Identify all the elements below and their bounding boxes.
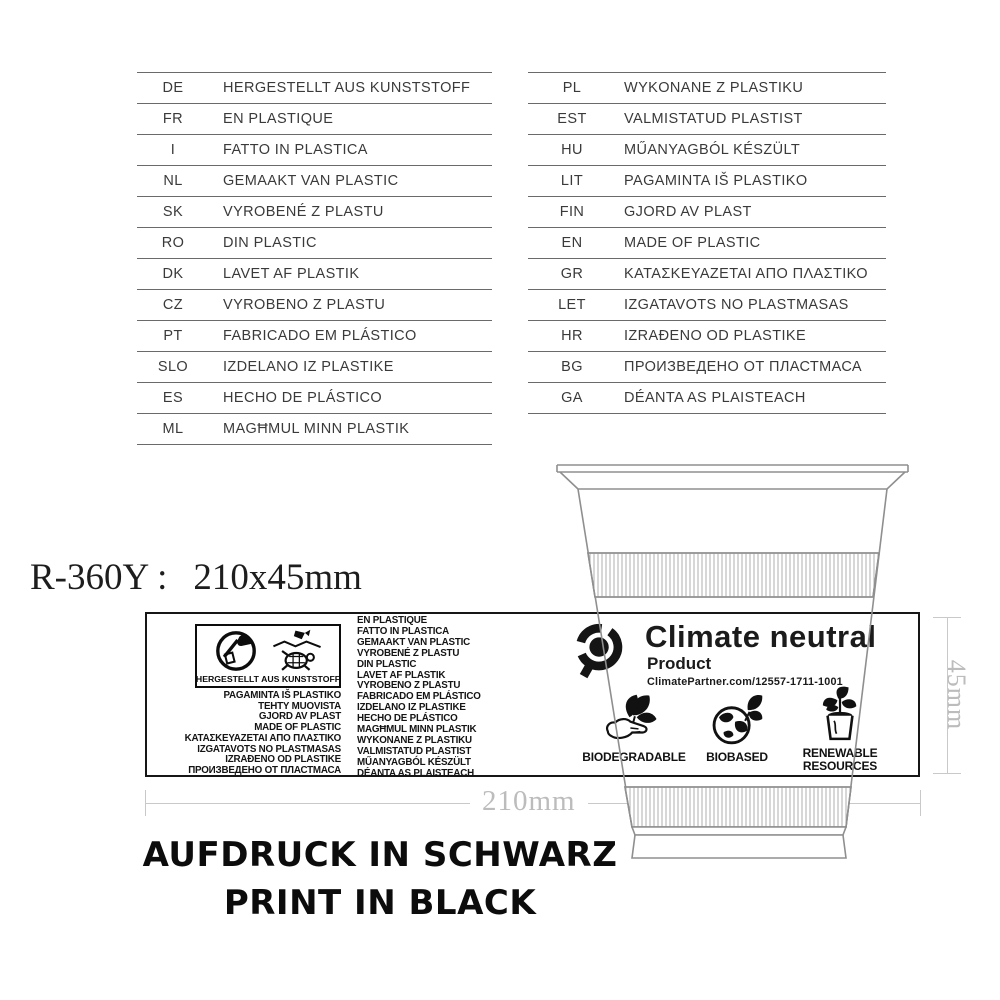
translation-text: IZRAĐENO OD PLASTIKE	[624, 328, 807, 344]
table-row	[137, 321, 492, 352]
renewable-resources-icon	[816, 686, 864, 742]
language-code: ES	[162, 390, 184, 406]
label-line: WYKONANE Z PLASTIKU	[357, 734, 472, 746]
language-code: GA	[561, 390, 583, 406]
label-line: VYROBENÉ Z PLASTU	[357, 647, 460, 659]
language-code: PT	[163, 328, 183, 344]
language-code: ML	[162, 421, 184, 437]
dimension-tick	[145, 790, 146, 816]
product-size: 210x45mm	[193, 557, 362, 598]
dimension-tick	[920, 790, 921, 816]
no-littering-icon	[213, 629, 259, 673]
turtle-plastic-icon	[271, 629, 323, 673]
language-code: SLO	[157, 359, 189, 375]
translation-text: WYKONANE Z PLASTIKU	[624, 80, 804, 96]
translation-text: PAGAMINTA IŠ PLASTIKO	[624, 173, 808, 189]
width-dimension-label: 210mm	[470, 785, 588, 818]
translation-text: EN PLASTIQUE	[223, 111, 334, 127]
badge-label: RENEWABLE	[802, 746, 878, 760]
table-row	[528, 321, 886, 352]
table-row	[137, 352, 492, 383]
label-line: IZGATAVOTS NO PLASTMASAS	[197, 743, 341, 755]
language-code: GR	[560, 266, 584, 282]
translation-text: ПРОИЗВЕДЕНО ОТ ПЛАСТМАСА	[624, 359, 863, 375]
translation-text: FATTO IN PLASTICA	[223, 142, 368, 158]
label-line: TEHTY MUOVISTA	[258, 700, 341, 712]
label-line: MAGĦMUL MINN PLASTIK	[357, 724, 477, 736]
table-row	[528, 290, 886, 321]
dimension-tick	[933, 773, 961, 774]
table-row	[137, 290, 492, 321]
print-label-strip	[145, 612, 920, 777]
table-row	[137, 166, 492, 197]
label-language-column-left	[155, 691, 341, 777]
language-code: HU	[561, 142, 583, 158]
language-code: CZ	[162, 297, 184, 313]
label-line: HECHO DE PLÁSTICO	[357, 713, 458, 725]
translation-text: MADE OF PLASTIC	[624, 235, 761, 251]
label-line: IZRAĐENO OD PLASTIKE	[225, 754, 341, 766]
language-code: EN	[561, 235, 583, 251]
note-line-english: PRINT IN BLACK	[223, 883, 537, 923]
renewable-resources-badge	[778, 686, 902, 772]
label-line: ΚΑΤΑΣΚΕΥΑΖΕΤΑΙ ΑΠΟ ΠΛΑΣΤΙΚΟ	[184, 732, 341, 744]
table-row	[528, 383, 886, 414]
product-heading	[30, 556, 362, 599]
language-code: NL	[163, 173, 183, 189]
language-code: DK	[162, 266, 184, 282]
product-model: R-360Y :	[30, 557, 168, 598]
biodegradable-icon	[602, 692, 666, 746]
label-line: VYROBENO Z PLASTU	[357, 680, 461, 692]
climate-partner-reference: ClimatePartner.com/12557-1711-1001	[647, 676, 843, 688]
table-row	[137, 135, 492, 166]
table-row	[528, 352, 886, 383]
language-code: DE	[162, 80, 184, 96]
language-code: HR	[561, 328, 583, 344]
plastic-in-product-box	[195, 624, 341, 688]
front-box-caption: HERGESTELLT AUS KUNSTSTOFF	[195, 674, 341, 684]
label-line: DIN PLASTIC	[357, 658, 417, 670]
climatepartner-logo-icon	[570, 621, 632, 679]
language-code: EST	[557, 111, 587, 127]
translation-text: HERGESTELLT AUS KUNSTSTOFF	[223, 80, 471, 96]
print-color-note	[140, 831, 620, 927]
translation-text: LAVET AF PLASTIK	[223, 266, 360, 282]
biobased-icon	[708, 692, 766, 746]
translation-text: GEMAAKT VAN PLASTIC	[223, 173, 399, 189]
language-code: PL	[562, 80, 582, 96]
table-row	[137, 73, 492, 104]
label-line: IZDELANO IZ PLASTIKE	[357, 702, 466, 714]
translation-text: DIN PLASTIC	[223, 235, 317, 251]
label-line: MŰANYAGBÓL KÉSZÜLT	[357, 756, 471, 768]
table-row	[137, 228, 492, 259]
label-language-column-middle	[357, 616, 481, 780]
translation-text: MAGĦMUL MINN PLASTIK	[223, 421, 410, 437]
table-row	[137, 414, 492, 445]
table-row	[137, 104, 492, 135]
translation-text: FABRICADO EM PLÁSTICO	[223, 328, 417, 344]
label-line: FABRICADO EM PLÁSTICO	[357, 691, 481, 703]
translation-text: VALMISTATUD PLASTIST	[624, 111, 803, 127]
table-row	[528, 104, 886, 135]
climate-neutral-subtitle: Product	[647, 654, 712, 673]
badge-label: BIOBASED	[706, 750, 768, 764]
table-row	[528, 73, 886, 104]
language-code: SK	[162, 204, 184, 220]
language-code: RO	[161, 235, 185, 251]
label-line: EN PLASTIQUE	[357, 615, 427, 626]
table-row	[528, 166, 886, 197]
label-line: DÉANTA AS PLAISTEACH	[357, 767, 475, 779]
height-dimension-label: 45mm	[942, 659, 972, 731]
label-line: PAGAMINTA IŠ PLASTIKO	[223, 690, 341, 701]
translation-text: DÉANTA AS PLAISTEACH	[624, 390, 806, 406]
translation-text: GJORD AV PLAST	[624, 204, 752, 220]
table-row	[528, 197, 886, 228]
language-code: FR	[162, 111, 184, 127]
table-row	[137, 259, 492, 290]
language-code: LIT	[560, 173, 584, 189]
language-code: LET	[558, 297, 586, 313]
translation-text: IZGATAVOTS NO PLASTMASAS	[624, 297, 849, 313]
translation-table-left	[137, 72, 492, 445]
label-line: ПРОИЗВЕДЕНО ОТ ПЛАСТМАСА	[188, 764, 341, 776]
table-row	[528, 259, 886, 290]
label-line: GEMAAKT VAN PLASTIC	[357, 636, 471, 648]
climate-neutral-title: Climate neutral	[645, 619, 877, 654]
label-line: MADE OF PLASTIC	[254, 722, 341, 734]
language-code: BG	[561, 359, 583, 375]
translation-table-right	[528, 72, 886, 414]
badge-label: RESOURCES	[802, 758, 878, 773]
table-row	[137, 383, 492, 414]
language-code: I	[170, 142, 176, 158]
label-line: VALMISTATUD PLASTIST	[357, 745, 472, 757]
language-code: FIN	[559, 204, 585, 220]
note-line-german: AUFDRUCK IN SCHWARZ	[142, 835, 618, 875]
translation-text: HECHO DE PLÁSTICO	[223, 390, 383, 406]
translation-text: ΚΑΤΑΣΚΕΥΑΖΕΤΑΙ ΑΠΟ ΠΛΑΣΤΙΚΟ	[624, 266, 868, 282]
table-row	[528, 228, 886, 259]
translation-text: VYROBENÉ Z PLASTU	[223, 204, 384, 220]
translation-text: MŰANYAGBÓL KÉSZÜLT	[624, 142, 801, 158]
translation-text: IZDELANO IZ PLASTIKE	[223, 359, 394, 375]
badge-label: BIODEGRADABLE	[582, 750, 686, 764]
dimension-tick	[933, 617, 961, 618]
label-line: GJORD AV PLAST	[258, 711, 341, 723]
table-row	[137, 197, 492, 228]
translation-text: VYROBENO Z PLASTU	[223, 297, 386, 313]
table-row	[528, 135, 886, 166]
label-line: FATTO IN PLASTICA	[357, 625, 450, 637]
label-line: LAVET AF PLASTIK	[357, 669, 446, 681]
